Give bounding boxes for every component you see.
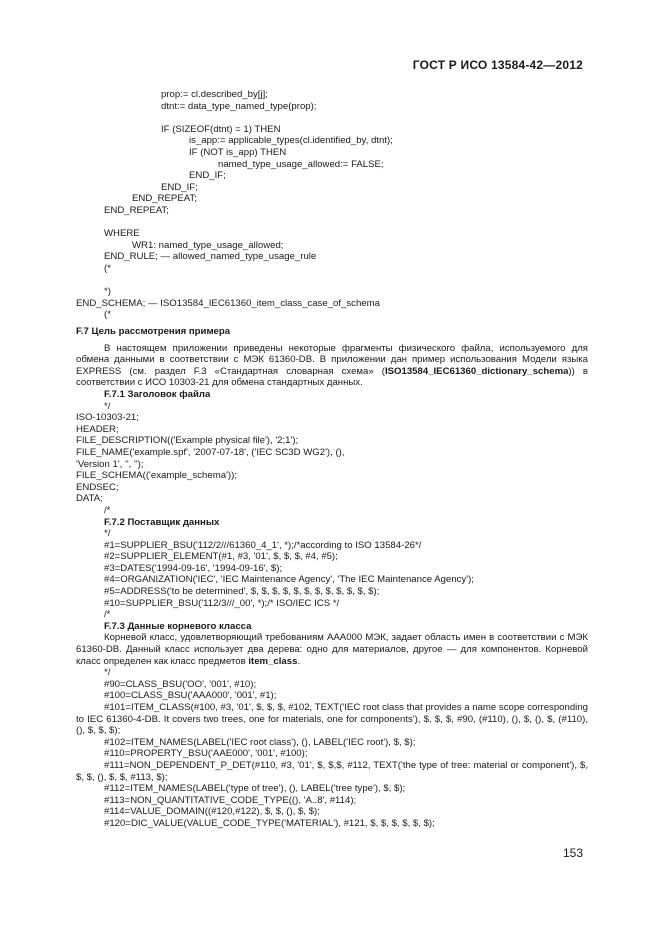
code-line: dtnt:= data_type_named_type(prop);	[161, 100, 317, 112]
code-line: IF (SIZEOF(dtnt) = 1) THEN	[161, 123, 281, 135]
code-line: #2=SUPPLIER_ELEMENT(#1, #3, '01', $, $, $, #4, #5);	[104, 551, 338, 563]
code-line: ENDSEC;	[76, 481, 119, 493]
code-line: prop:= cl.described_by[j];	[161, 89, 268, 100]
code-line: HEADER;	[76, 423, 119, 435]
code-line: (*	[104, 262, 111, 274]
code-block-top	[76, 89, 588, 321]
code-line: #4=ORGANIZATION('IEC', 'IEC Maintenance Agency', 'The IEC Maintenance Agency');	[104, 574, 474, 586]
code-line: FILE_NAME('example.spf', '2007-07-18', ('IEC SC3D WG2'), (),	[76, 446, 345, 458]
code-line: /*	[104, 504, 111, 516]
code-line: FILE_SCHEMA(('example_schema'));	[76, 470, 237, 482]
code-line: END_SCHEMA; — ISO13584_IEC61360_item_class_case_of_schema	[76, 297, 380, 309]
code-line: (*	[104, 309, 111, 321]
code-line: named_type_usage_allowed:= FALSE;	[218, 158, 384, 170]
code-line: WHERE	[104, 228, 140, 240]
code-line: END_RULE; — allowed_named_type_usage_rule	[104, 251, 317, 263]
page-number: 153	[562, 846, 583, 860]
paragraph: Корневой класс, удовлетворяющий требованиям AAA000 МЭК, задает область имен в соответствии с МЭК 61360-DB. Данный класс использует два дерева: одно для материалов, другое — для компонентов. Корневой класс определен как класс предметов item_class.	[76, 632, 588, 667]
code-line: END_IF;	[161, 181, 198, 193]
code-line: #114=VALUE_DOMAIN((#120,#122), $, $, (), $, $);	[104, 806, 320, 818]
section-f7	[76, 326, 588, 830]
code-line: DATA;	[76, 493, 103, 505]
code-line: #1=SUPPLIER_BSU('112/2///61360_4_1', *);/*according to ISO 13584-26*/	[104, 539, 422, 551]
code-line: */	[104, 400, 111, 412]
code-line: 'Version 1', '', '');	[76, 458, 144, 470]
document-header: ГОСТ Р ИСО 13584-42—2012	[412, 58, 583, 72]
code-line: #113=NON_QUANTITATIVE_CODE_TYPE((), 'A..8', #114);	[104, 794, 357, 806]
code-wrapped-line: #111=NON_DEPENDENT_P_DET(#110, #3, '01', $, $,$, #112, TEXT('the type of tree: material or component'), $, $, $, (), $, $, #113, $);	[76, 759, 588, 783]
section-heading: F.7.3 Данные корневого класса	[104, 620, 252, 632]
section-heading: F.7 Цель рассмотрения примера	[76, 326, 231, 337]
code-line: */	[104, 528, 111, 540]
code-line: #110=PROPERTY_BSU('AAE000', '001', #100);	[104, 748, 308, 760]
section-heading: F.7.2 Поставщик данных	[104, 516, 220, 528]
code-line: END_IF;	[189, 170, 226, 182]
code-line: #100=CLASS_BSU('AAA000', '001', #1);	[104, 690, 277, 702]
section-heading: F.7.1 Заголовок файла	[104, 388, 211, 400]
code-line: #10=SUPPLIER_BSU('112/3///_00', *);/* ISO/IEC ICS */	[104, 597, 340, 609]
code-line: ISO-10303-21;	[76, 412, 139, 424]
code-wrapped-line: #101=ITEM_CLASS(#100, #3, '01', $, $, $, #102, TEXT('IEC root class that provides a name scope corresponding to IEC 61360-4-DB. It covers two trees, one for materials, one for components'), $, $, $, #90, (#110), (), $, (), $, (#110), (), $, $, $);	[76, 702, 588, 737]
code-line: #3=DATES('1994-09-16', '1994-09-16', $);	[104, 562, 283, 574]
code-line: #120=DIC_VALUE(VALUE_CODE_TYPE('MATERIAL'), #121, $, $, $, $, $, $);	[104, 817, 435, 829]
code-line: *)	[104, 286, 111, 298]
code-line: #5=ADDRESS('to be determined', $, $, $, $, $, $, $, $, $, $, $, $);	[104, 586, 380, 598]
code-wrapped-line: #102=ITEM_NAMES(LABEL('IEC root class'), (), LABEL('IEC root'), $, $);	[104, 736, 416, 748]
code-line: #112=ITEM_NAMES(LABEL('type of tree'), (), LABEL('tree type'), $, $);	[104, 783, 406, 795]
code-line: is_app:= applicable_types(cl.identified_by, dtnt);	[189, 135, 393, 147]
code-line: /*	[104, 609, 111, 621]
code-line: #90=CLASS_BSU('OO', '001', #10);	[104, 678, 257, 690]
code-line: */	[104, 667, 111, 679]
code-line: IF (NOT is_app) THEN	[189, 146, 287, 158]
code-line: END_REPEAT;	[132, 193, 197, 205]
paragraph: В настоящем приложении приведены некоторые фрагменты физического файла, используемого для обмена данными в соответствии с МЭК 61360-DB. В приложении дан пример использования Модели языка EXPRESS (см. раздел F.3 «Стандартная словарная схема» (ISO13584_IEC61360_dictionary_schema)) в соответствии с ИСО 10303-21 для обмена стандартных данных.	[76, 342, 589, 389]
code-line: FILE_DESCRIPTION(('Example physical file'), '2;1');	[76, 435, 299, 447]
code-line: WR1: named_type_usage_allowed;	[132, 239, 284, 251]
code-line: END_REPEAT;	[104, 204, 169, 216]
